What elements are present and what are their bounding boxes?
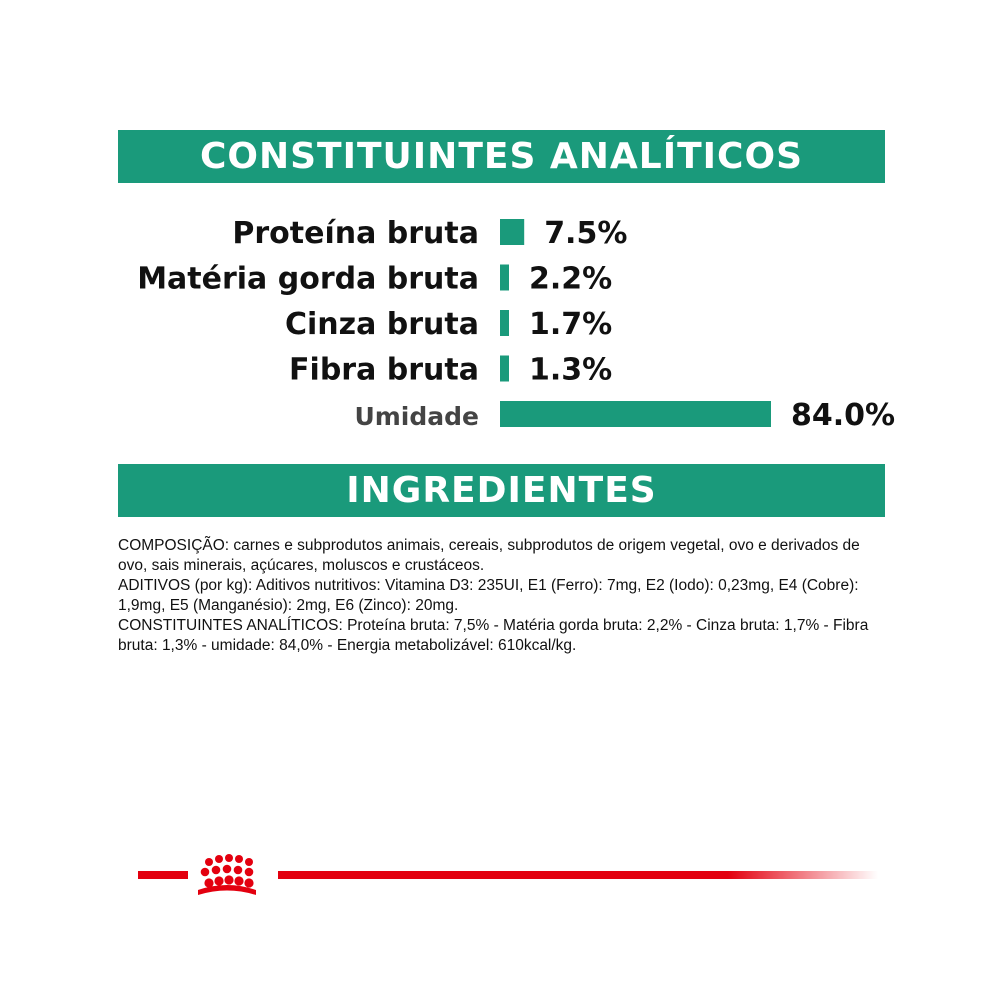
category-label: Umidade <box>354 402 479 431</box>
value-label: 1.3% <box>529 352 613 388</box>
bar <box>500 401 771 427</box>
ingredients-header <box>118 464 885 517</box>
bar <box>500 265 509 291</box>
brand-footer <box>138 850 878 900</box>
analytic-constituents-header <box>118 130 885 183</box>
additives-paragraph: ADITIVOS (por kg): Aditivos nutritivos: Vitamina D3: 235UI, E1 (Ferro): 7mg, E2 (Iodo): 0,23mg, E4 (Cobre): 1,9mg, E5 (Manganésio): 2mg, E6 (Zinco): 20mg. <box>118 577 859 614</box>
category-label: Cinza bruta <box>284 307 479 342</box>
ingredients-text <box>118 536 888 656</box>
bar <box>500 219 524 245</box>
category-label: Proteína bruta <box>232 216 479 251</box>
value-label: 1.7% <box>529 307 613 342</box>
ingredients-title: INGREDIENTES <box>346 470 657 511</box>
value-label: 84.0% <box>791 398 896 433</box>
value-label: 7.5% <box>544 216 628 251</box>
analytic-constituents-chart <box>0 200 1000 440</box>
red-line-left <box>138 871 188 879</box>
category-label: Matéria gorda bruta <box>137 261 479 297</box>
analytic-constituents-paragraph: CONSTITUINTES ANALÍTICOS: Proteína bruta: 7,5% - Matéria gorda bruta: 2,2% - Cinza bruta: 1,7% - Fibra bruta: 1,3% - umidade: 84,0% - Energia metabolizável: 610kcal/kg. <box>118 617 869 654</box>
value-label: 2.2% <box>529 261 613 297</box>
bar <box>500 310 509 336</box>
composition-paragraph: COMPOSIÇÃO: carnes e subprodutos animais, cereais, subprodutos de origem vegetal, ovo e derivados de ovo, sais minerais, açúcares, moluscos e crustáceos. <box>118 537 860 574</box>
category-label: Fibra bruta <box>289 352 479 388</box>
crown-icon <box>198 854 256 895</box>
bar <box>500 356 509 382</box>
red-line-right <box>278 871 878 879</box>
analytic-constituents-title: CONSTITUINTES ANALÍTICOS <box>199 136 804 177</box>
